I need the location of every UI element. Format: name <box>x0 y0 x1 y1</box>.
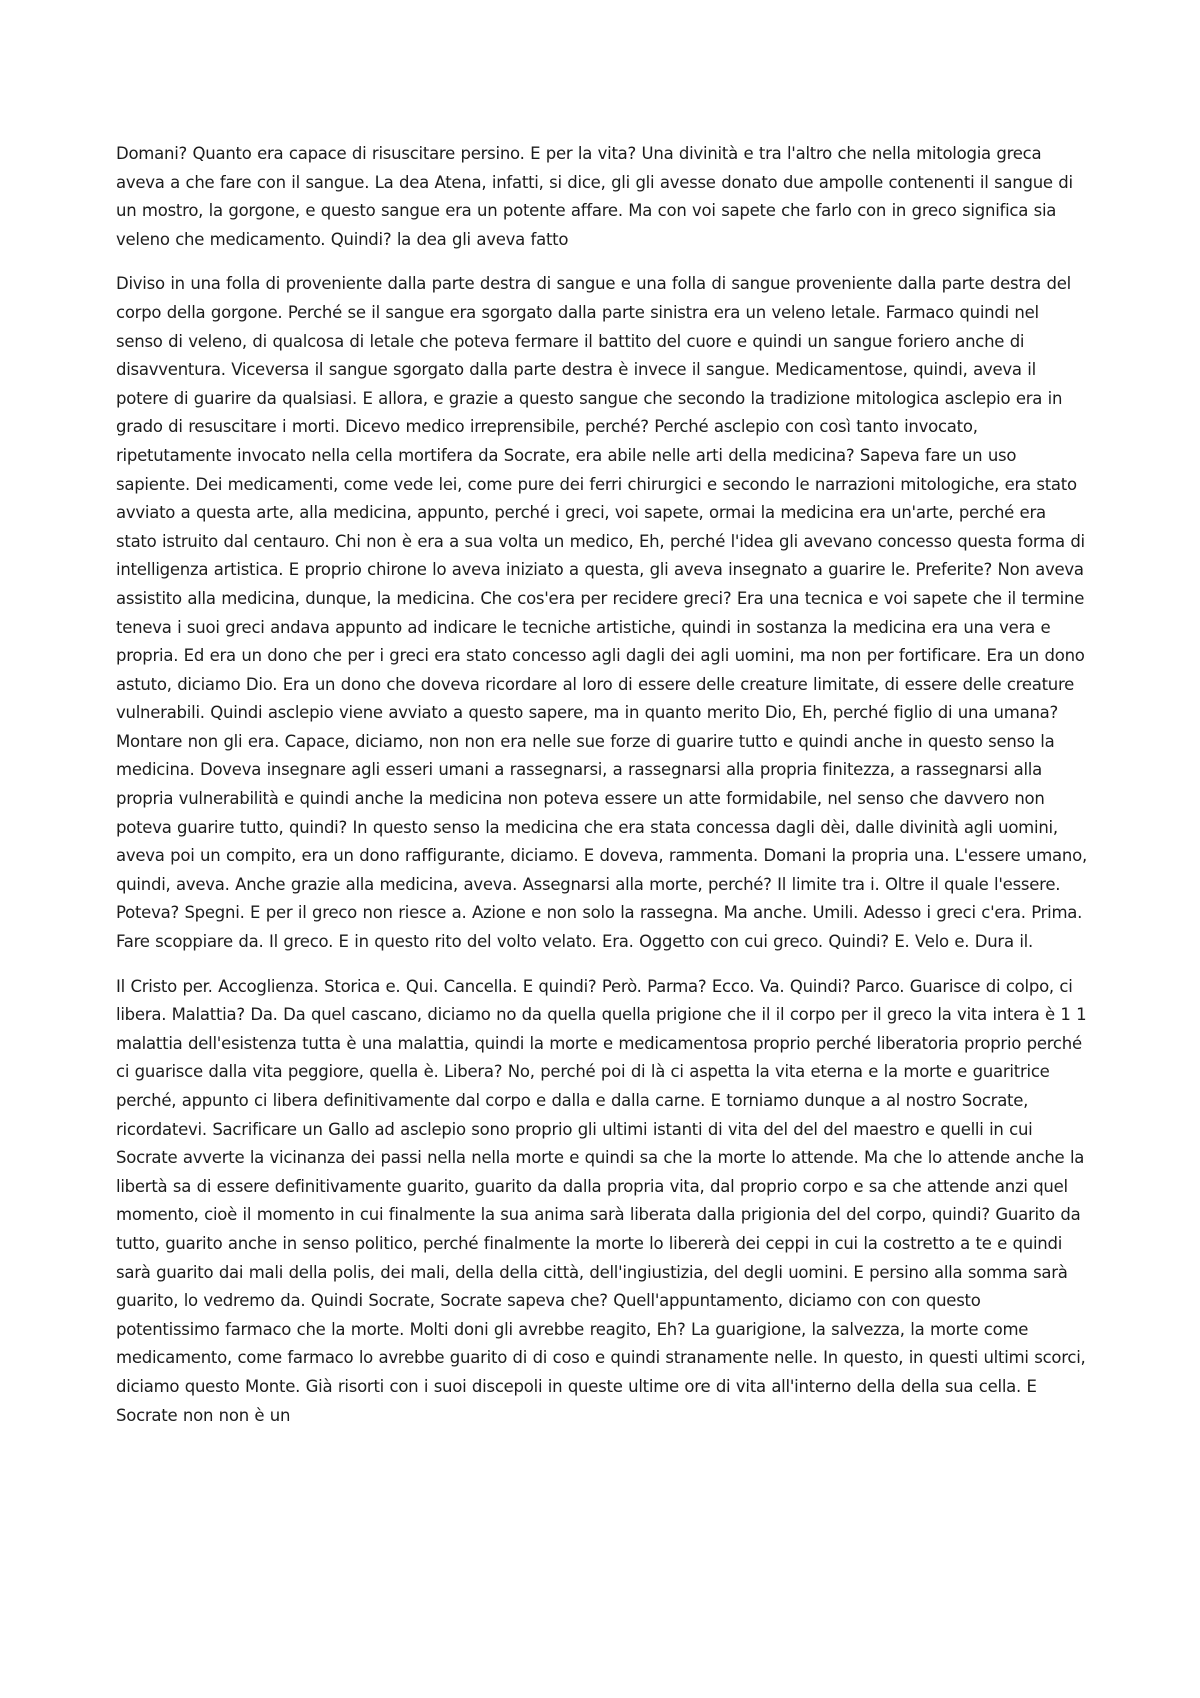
paragraph-3: Il Cristo per. Accoglienza. Storica e. Qui. Cancella. E quindi? Però. Parma? Ecco. Va. Quindi? Parco. Guarisce di colpo, ci libera. Malattia? Da. Da quel cascano, diciamo no da quella quella prigione che il il corpo per il greco la vita intera è 1 1 malattia dell'esistenza tutta è una malattia, quindi la morte e medicamentosa proprio perché liberatoria proprio perché ci guarisce dalla vita peggiore, quella è. Libera? No, perché poi di là ci aspetta la vita eterna e la morte e guaritrice perché, appunto ci libera definitivamente dal corpo e dalla e dalla carne. E torniamo dunque a al nostro Socrate, ricordatevi. Sacrificare un Gallo ad asclepio sono proprio gli ultimi istanti di vita del del del maestro e quelli in cui Socrate avverte la vicinanza dei passi nella nella morte e quindi sa che la morte lo attende. Ma che lo attende anche la libertà sa di essere definitivamente guarito, guarito da dalla propria vita, dal proprio corpo e sa che attende anzi quel momento, cioè il momento in cui finalmente la sua anima sarà liberata dalla prigionia del del corpo, quindi? Guarito da tutto, guarito anche in senso politico, perché finalmente la morte lo libererà dei ceppi in cui la costretto a te e quindi sarà guarito dai mali della polis, dei mali, della della città, dell'ingiustizia, del degli uomini. E persino alla somma sarà guarito, lo vedremo da. Quindi Socrate, Socrate sapeva che? Quell'appuntamento, diciamo con con questo potentissimo farmaco che la morte. Molti doni gli avrebbe reagito, Eh? La guarigione, la salvezza, la morte come medicamento, come farmaco lo avrebbe guarito di di coso e quindi stranamente nelle. In questo, in questi ultimi scorci, diciamo questo Monte. Già risorti con i suoi discepoli in queste ultime ore di vita all'interno della della sua cella. E Socrate non non è un <box>116 976 1087 1425</box>
paragraph-1: Domani? Quanto era capace di risuscitare persino. E per la vita? Una divinità e tra l'altro che nella mitologia greca aveva a che fare con il sangue. La dea Atena, infatti, si dice, gli gli avesse donato due ampolle contenenti il sangue di un mostro, la gorgone, e questo sangue era un potente affare. Ma con voi sapete che farlo con in greco significa sia veleno che medicamento. Quindi? la dea gli aveva fatto <box>116 144 1073 249</box>
paragraph-2: Diviso in una folla di proveniente dalla parte destra di sangue e una folla di sangue proveniente dalla parte destra del corpo della gorgone. Perché se il sangue era sgorgato dalla parte sinistra era un veleno letale. Farmaco quindi nel senso di veleno, di qualcosa di letale che poteva fermare il battito del cuore e quindi un sangue foriero anche di disavventura. Viceversa il sangue sgorgato dalla parte destra è invece il sangue. Medicamentose, quindi, aveva il potere di guarire da qualsiasi. E allora, e grazie a questo sangue che secondo la tradizione mitologica asclepio era in grado di resuscitare i morti. Dicevo medico irreprensibile, perché? Perché asclepio con così tanto invocato, ripetutamente invocato nella cella mortifera da Socrate, era abile nelle arti della medicina? Sapeva fare un uso sapiente. Dei medicamenti, come vede lei, come pure dei ferri chirurgici e secondo le narrazioni mitologiche, era stato avviato a questa arte, alla medicina, appunto, perché i greci, voi sapete, ormai la medicina era un'arte, perché era stato istruito dal centauro. Chi non è era a sua volta un medico, Eh, perché l'idea gli avevano concesso questa forma di intelligenza artistica. E proprio chirone lo aveva iniziato a questa, gli aveva insegnato a guarire le. Preferite? Non aveva assistito alla medicina, dunque, la medicina. Che cos'era per recidere greci? Era una tecnica e voi sapete che il termine teneva i suoi greci andava appunto ad indicare le tecniche artistiche, quindi in sostanza la medicina era una vera e propria. Ed era un dono che per i greci era stato concesso agli dagli dei agli uomini, ma non per fortificare. Era un dono astuto, diciamo Dio. Era un dono che doveva ricordare al loro di essere delle creature limitate, di essere delle creature vulnerabili. Quindi asclepio viene avviato a questo sapere, ma in quanto merito Dio, Eh, perché figlio di una umana? Montare non gli era. Capace, diciamo, non non era nelle sue forze di guarire tutto e quindi anche in questo senso la medicina. Doveva insegnare agli esseri umani a rassegnarsi, a rassegnarsi alla propria finitezza, a rassegnarsi alla propria vulnerabilità e quindi anche la medicina non poteva essere un atte formidabile, nel senso che davvero non poteva guarire tutto, quindi? In questo senso la medicina che era stata concessa dagli dèi, dalle divinità agli uomini, aveva poi un compito, era un dono raffigurante, diciamo. E doveva, rammenta. Domani la propria una. L'essere umano, quindi, aveva. Anche grazie alla medicina, aveva. Assegnarsi alla morte, perché? Il limite tra i. Oltre il quale l'essere. Poteva? Spegni. E per il greco non riesce a. Azione e non solo la rassegna. Ma anche. Umili. Adesso i greci c'era. Prima. Fare scoppiare da. Il greco. E in questo rito del volto velato. Era. Oggetto con cui greco. Quindi? E. Velo e. Dura il. <box>116 274 1087 952</box>
document-body <box>116 140 1088 1446</box>
